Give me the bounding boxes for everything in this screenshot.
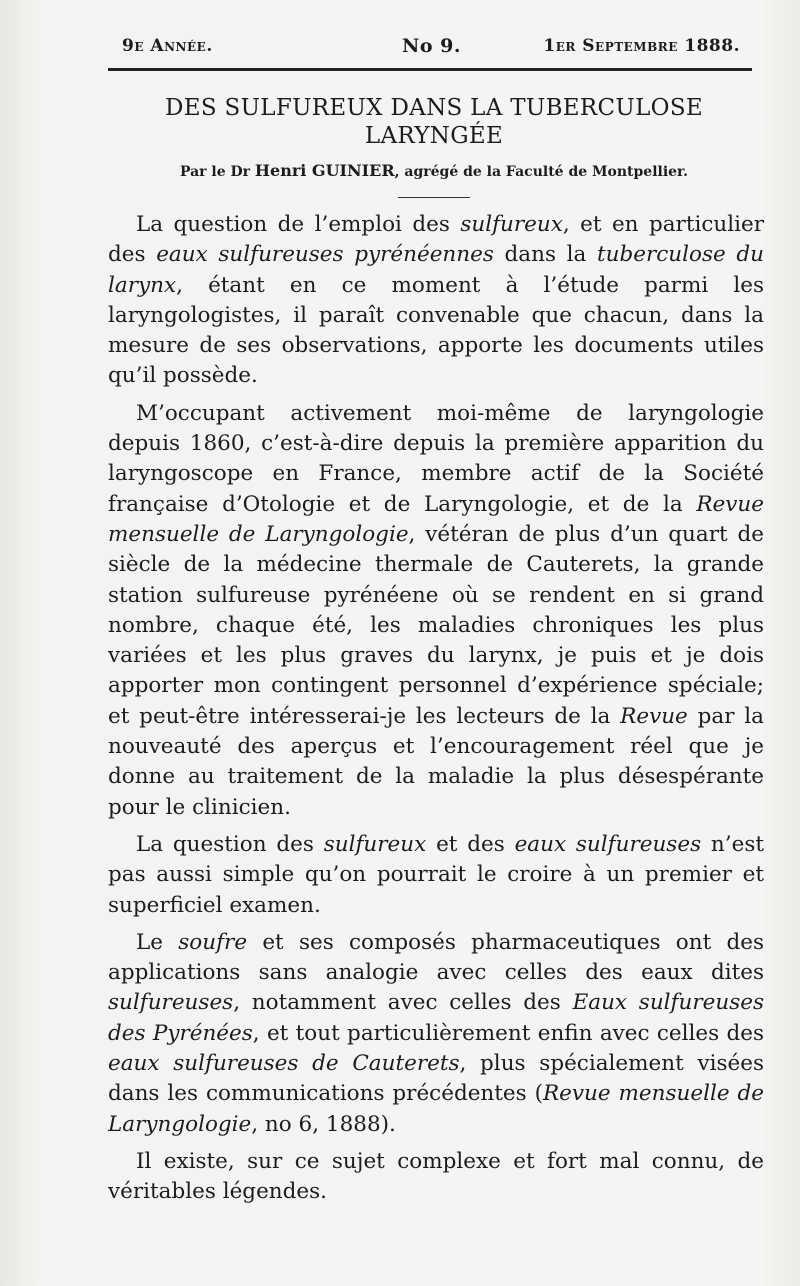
article-paragraph [108, 399, 764, 823]
text-run: et ses composés pharmaceutiques ont des applications sans analogie avec celles des eaux dites [108, 929, 764, 986]
italic-text: sulfureux [323, 831, 427, 857]
volume-label: 9e Année. [122, 36, 213, 56]
text-run: , et tout particulièrement enfin avec celles des [252, 1020, 764, 1046]
text-run: , notamment avec celles des [233, 990, 573, 1016]
article-title [108, 94, 760, 150]
article-body [108, 210, 764, 1208]
article-title-line-2: LARYNGÉE [364, 123, 504, 149]
article-paragraph [108, 830, 764, 921]
article-paragraph [108, 1147, 764, 1208]
text-run: , étant en ce moment à l’étude parmi les laryngologistes, il paraît convenable que chacun, dans la mesure de ses observations, apporte les documents utiles qu’il possède. [108, 272, 764, 389]
running-header [108, 32, 760, 60]
byline-affiliation: , agrégé de la Faculté de Montpellier. [394, 164, 689, 180]
text-run: n’est pas aussi simple qu’on pourrait le croire à un premier et superficiel examen. [108, 831, 764, 918]
italic-text: Revue [620, 703, 688, 729]
byline-prefix: Par le Dr [179, 164, 255, 180]
text-run: La question de l’emploi des [136, 212, 461, 237]
article-paragraph [108, 210, 764, 392]
text-run: , et en particulier des [108, 212, 764, 268]
text-run: , plus spécialement visées dans les communications précédentes ( [108, 1051, 764, 1107]
text-run: , no 6, 1888). [251, 1111, 396, 1137]
issue-date: 1er Septembre 1888. [543, 36, 740, 56]
text-run: La question des [136, 831, 324, 857]
text-run: , vétéran de plus d’un quart de siècle de la médecine thermale de Cauterets, la grande station sulfureuse pyrénéene où se rendent en si grand nombre, chaque été, les maladies chroniques les plus variées et les plus graves du larynx, je puis et je dois apporter mon contingent personnel d’expérience spéciale; et peut-être intéresserai-je les lecteurs de la [108, 521, 764, 729]
text-run: et des [426, 831, 515, 857]
text-run: dans la [493, 242, 597, 268]
text-run: Il existe, sur ce sujet complexe et fort mal connu, de véritables légendes. [108, 1148, 764, 1205]
article-paragraph [108, 928, 764, 1140]
italic-text: Eaux sulfureuses des Pyrénées [108, 990, 764, 1046]
author-name: Henri GUINIER [254, 161, 395, 180]
text-run: par la nouveauté des aperçus et l’encouragement réel que je donne au traitement de la maladie la plus désespérante pour le clinicien. [108, 703, 764, 820]
issue-number: No 9. [402, 35, 461, 57]
italic-text: soufre [178, 929, 248, 955]
italic-text: Revue mensuelle de Laryngologie [108, 491, 764, 547]
italic-text: eaux sulfureuses pyrénéennes [156, 242, 494, 268]
italic-text: tuberculose du larynx [108, 242, 764, 298]
title-separator-rule [398, 197, 470, 198]
text-run: Le [136, 929, 179, 955]
italic-text: Revue mensuelle de Laryngologie [108, 1081, 764, 1137]
text-run: M’occupant activement moi-même de laryngologie depuis 1860, c’est-à-dire depuis la première apparition du laryngoscope en France, membre actif de la Société française d’Otologie et de Laryngologie, et de la [108, 400, 764, 517]
article-title-line-1: DES SULFUREUX DANS LA TUBERCULOSE [165, 95, 703, 121]
header-rule [108, 68, 752, 71]
italic-text: sulfureuses [108, 990, 234, 1016]
article-byline [108, 161, 760, 180]
italic-text: eaux sulfureuses de Cauterets [108, 1051, 460, 1077]
italic-text: eaux sulfureuses [514, 831, 702, 857]
italic-text: sulfureux [460, 212, 563, 237]
